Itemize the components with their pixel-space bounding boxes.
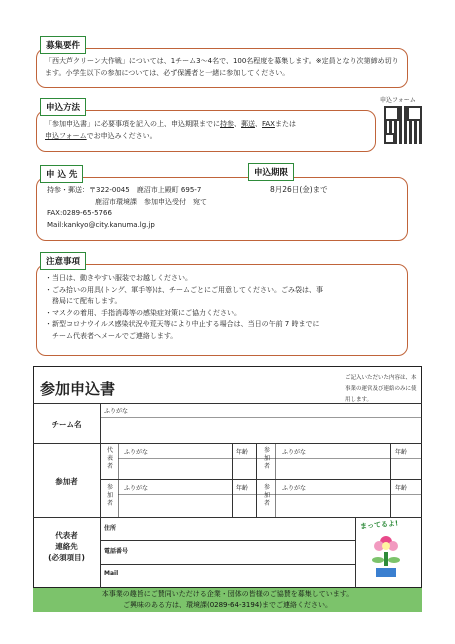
- form-divider: [355, 517, 356, 588]
- form-divider: [118, 443, 119, 517]
- destination-line1: 持参・郵送：〒322-0045 鹿沼市上殿町 695-7: [47, 186, 202, 194]
- age-label: 年齢: [236, 485, 249, 492]
- apply-text: または: [274, 120, 296, 128]
- mascot-text: まってるよ!: [359, 519, 399, 531]
- apply-separator: 、: [255, 120, 262, 128]
- form-divider: [100, 564, 355, 565]
- destination-line2: 鹿沼市環境課 参加申込受付 宛て: [95, 197, 207, 206]
- apply-text: 「参加申込書」に必要事項を記入の上、申込期限までに: [45, 120, 220, 128]
- contact-label-line: (必須項目): [48, 553, 85, 562]
- notes-item: チーム代表者へメールでご連絡します。: [45, 331, 178, 340]
- apply-method-bring: 持参: [220, 120, 234, 128]
- phone-label: 電話番号: [104, 548, 129, 555]
- contact-label-line: 代表者: [55, 531, 78, 540]
- age-label: 年齢: [395, 449, 408, 456]
- destination-mail: Mail:kankyo@city.kanuma.lg.jp: [47, 220, 155, 229]
- team-name-label: チーム名: [51, 420, 82, 429]
- form-divider: [33, 517, 422, 518]
- recruit-heading: 募集要件: [40, 36, 86, 54]
- recruit-text: 「西大芦クリーン大作戦」については、1チーム3～4名で、100名程度を募集します。※定員となり次第締め切ります。小学生以下の参加については、必ず保護者と一緒に参加してください。: [45, 57, 399, 77]
- age-label: 年齢: [236, 449, 249, 456]
- address-label: 住所: [104, 525, 117, 532]
- apply-method-form[interactable]: 申込フォーム: [45, 131, 87, 140]
- footer-line: 本事業の趣旨にご賛同いただける企業・団体の皆様のご協賛を募集しています。: [101, 590, 354, 598]
- recruit-box: [36, 48, 408, 88]
- qr-code-icon[interactable]: [384, 106, 422, 144]
- form-divider: [100, 540, 355, 541]
- destination-fax: FAX:0289-65-5766: [47, 209, 112, 217]
- participant-vertical-label: 参加者: [106, 484, 113, 507]
- age-label: 年齢: [395, 485, 408, 492]
- form-divider: [33, 443, 422, 444]
- notes-item: ・マスクの着用、手指消毒等の感染症対策にご協力ください。: [45, 308, 241, 317]
- notes-item: ・新型コロナウイルス感染状況や荒天等により中止する場合は、当日の午前 7 時までに: [45, 320, 320, 328]
- apply-method-fax: FAX: [262, 120, 275, 128]
- sponsor-footer: [33, 588, 422, 612]
- team-name-field[interactable]: [101, 418, 421, 442]
- form-divider: [256, 443, 257, 517]
- apply-box: [36, 110, 376, 152]
- qr-label: 申込フォーム: [380, 97, 416, 104]
- footer-line: ご興味のある方は、環境課(0289-64-3194)までご連絡ください。: [122, 601, 333, 609]
- furigana-label: ふりがな: [124, 449, 149, 456]
- furigana-label: ふりがな: [124, 485, 149, 492]
- deadline-date: 8月26日(金)まで: [270, 185, 328, 194]
- participant-vertical-label: 参加者: [263, 447, 270, 470]
- form-note: ご記入いただいた内容は、本事業の運営及び連絡のみに使用します。: [345, 375, 417, 403]
- team-furigana: ふりがな: [104, 408, 129, 415]
- furigana-label: ふりがな: [282, 449, 307, 456]
- notes-item: ・ごみ拾いの用具(トング、軍手等)は、チームごとにご用意してください。ごみ袋は、事: [45, 285, 324, 294]
- form-divider: [390, 443, 391, 517]
- destination-heading: 申 込 先: [40, 165, 83, 183]
- notes-item: 務局にて配布します。: [45, 297, 122, 305]
- apply-heading: 申込方法: [40, 98, 86, 116]
- notes-heading: 注意事項: [40, 252, 86, 270]
- notes-box: [36, 264, 408, 356]
- rep-vertical-label: 代表者: [106, 447, 113, 470]
- participants-label: 参加者: [55, 477, 78, 486]
- furigana-label: ふりがな: [282, 485, 307, 492]
- mail-label: Mail: [104, 570, 119, 577]
- form-divider: [33, 403, 422, 404]
- apply-text: でお申込みください。: [86, 131, 157, 140]
- apply-method-mail: 郵送: [241, 120, 255, 128]
- apply-separator: 、: [234, 120, 241, 128]
- destination-box: [36, 177, 408, 241]
- contact-label: [33, 530, 100, 563]
- mascot-flower-icon: [366, 530, 406, 580]
- form-divider: [232, 443, 233, 517]
- form-divider: [100, 479, 422, 480]
- form-divider: [275, 443, 276, 517]
- deadline-heading: 申込期限: [248, 163, 294, 181]
- contact-label-line: 連絡先: [55, 542, 78, 551]
- notes-item: ・当日は、動きやすい服装でお越しください。: [45, 274, 192, 282]
- form-title: 参加申込書: [40, 380, 116, 398]
- participant-vertical-label: 参加者: [263, 484, 270, 507]
